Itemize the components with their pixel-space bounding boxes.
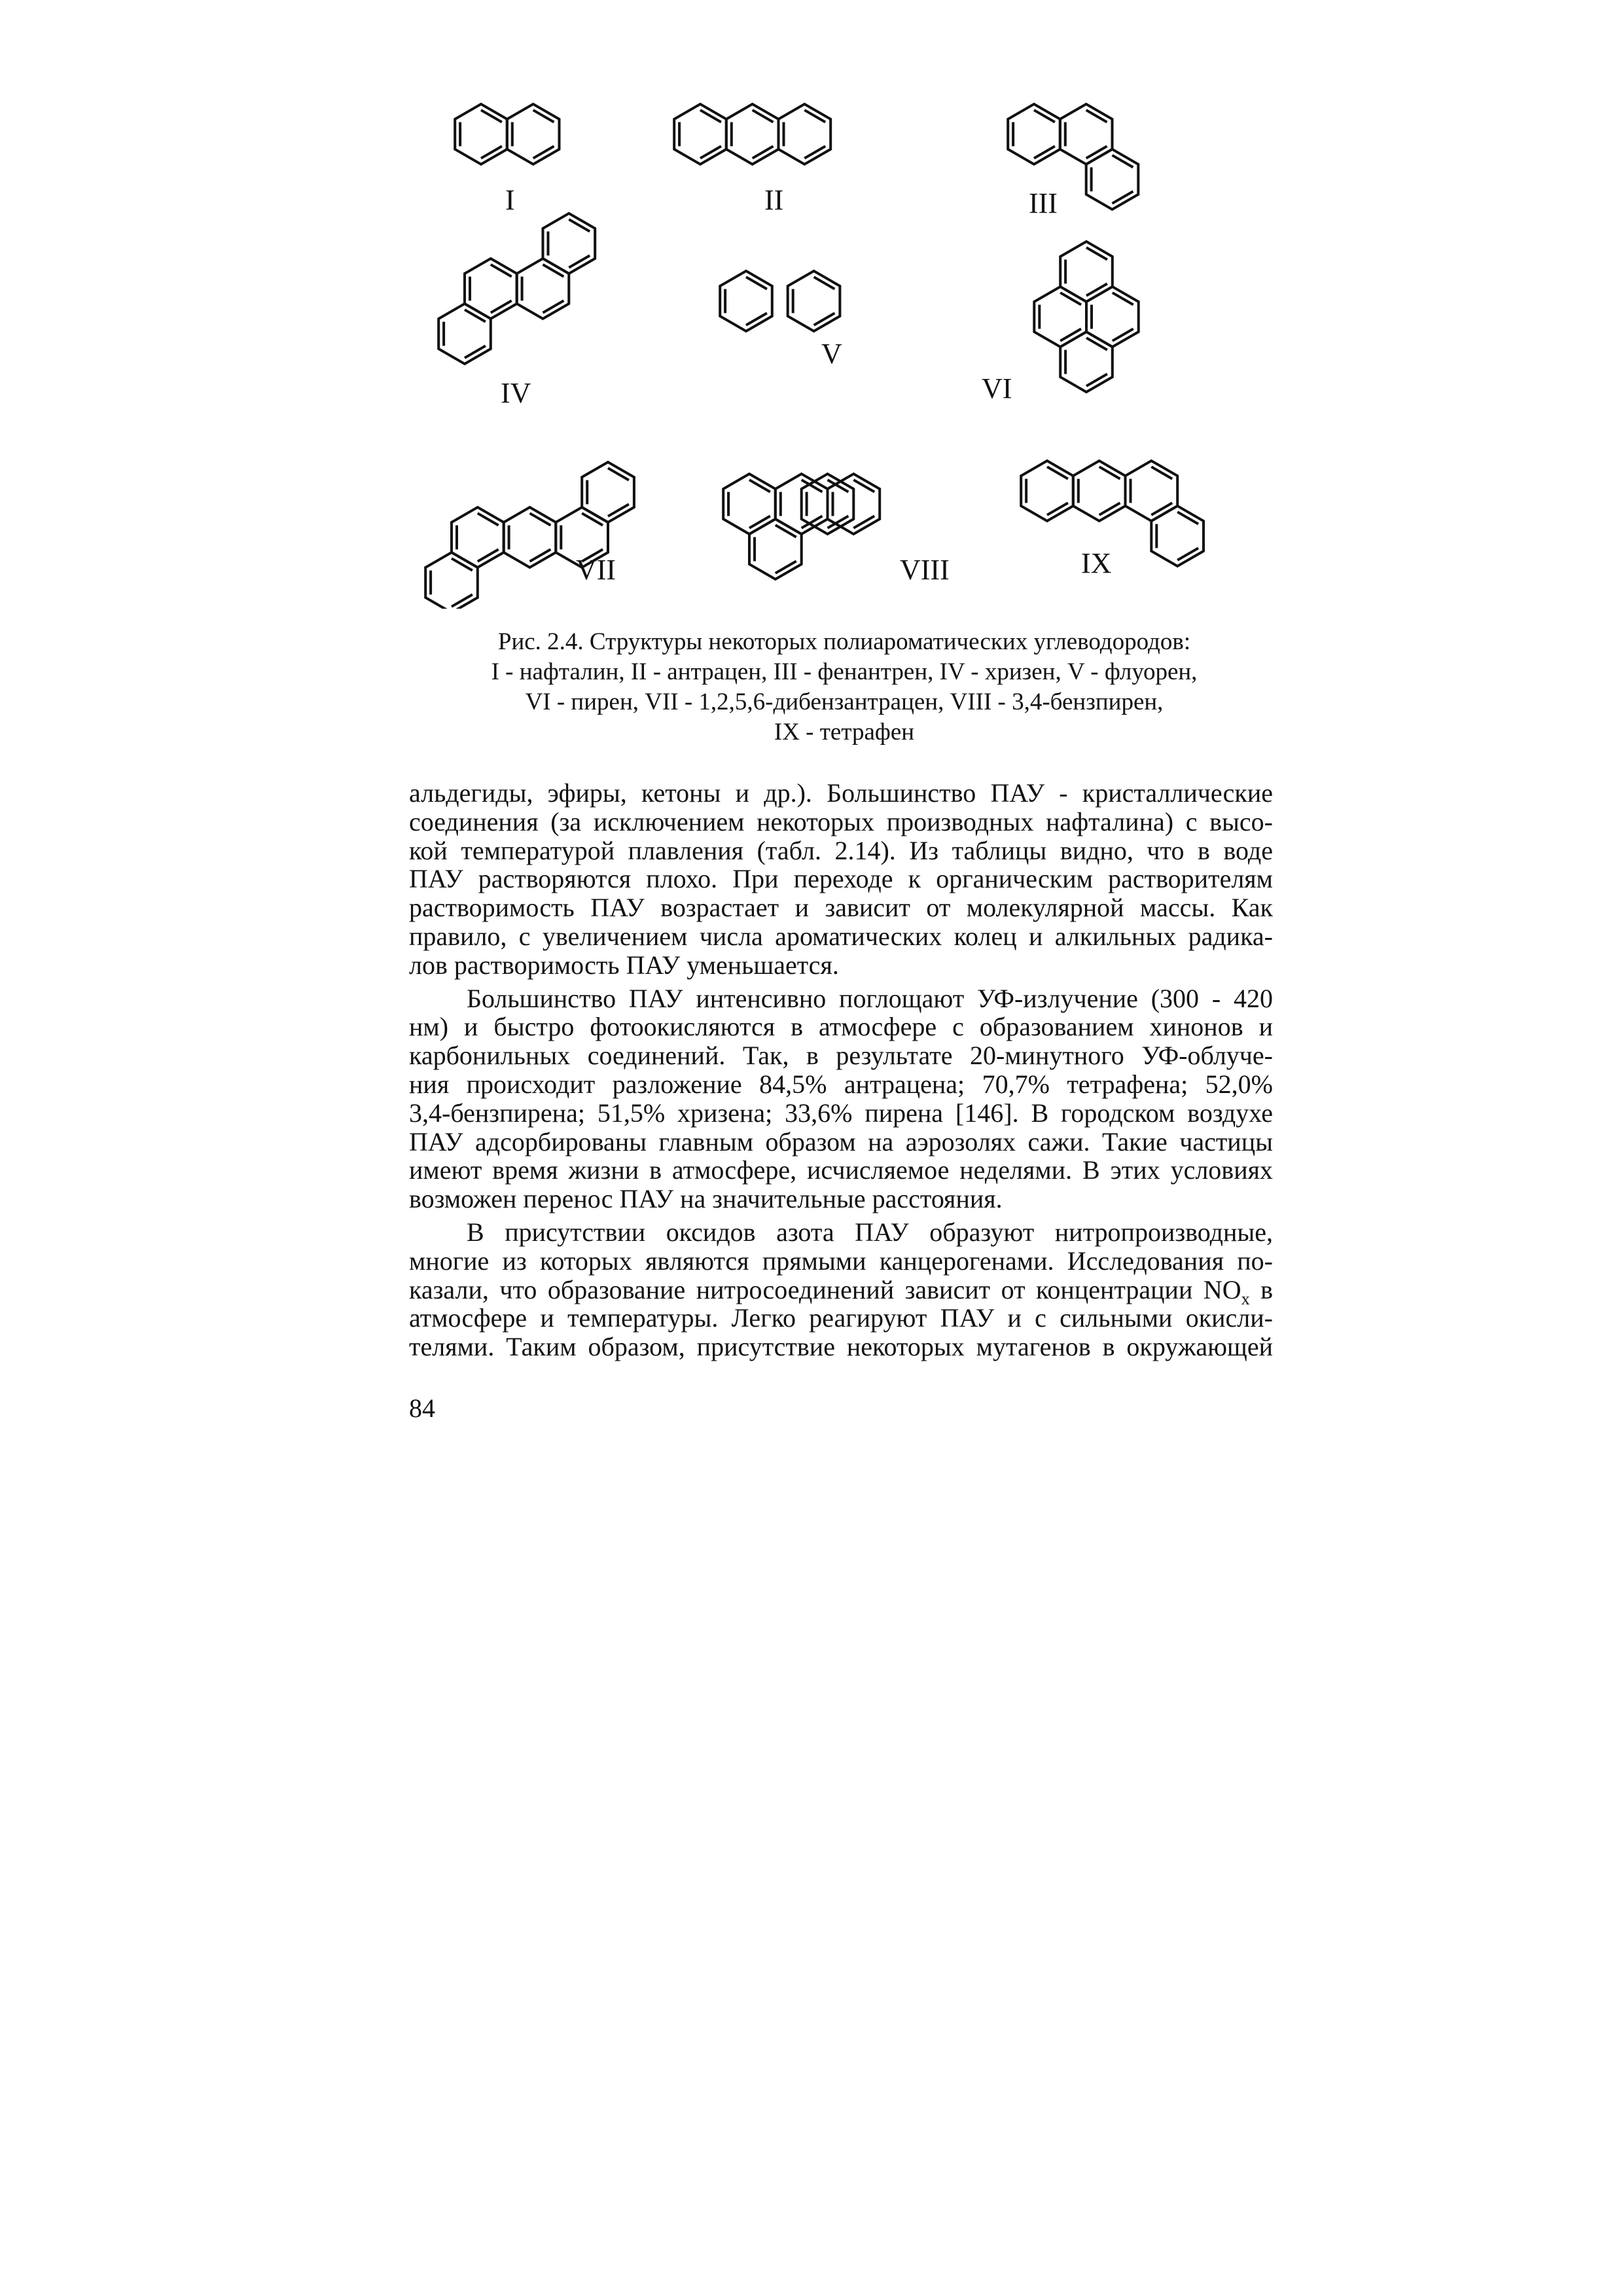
ring-V-a-bond: [746, 277, 767, 289]
ring-VI-d: [1060, 332, 1113, 392]
ring-VII-b: [452, 507, 504, 567]
caption-line: Рис. 2.4. Структуры некоторых полиароматических углеводородов:: [497, 628, 1191, 655]
text-line: ния происходит разложение 84,5% антрацена; 70,7% тетрафена; 52,0%: [409, 1069, 1273, 1099]
text-line: имеют время жизни в атмосфере, исчисляемое неделями. В этих условиях: [409, 1155, 1273, 1185]
text-line: ПАУ адсорбированы главным образом на аэрозолях сажи. Такие частицы: [409, 1126, 1273, 1157]
ring-VII-c-bond: [530, 549, 551, 561]
ring-IV-d-bond: [569, 255, 590, 267]
text-line-nox: [409, 1274, 1273, 1308]
ring-III-a: [1008, 104, 1060, 164]
ring-VI-b-bond: [1060, 293, 1081, 304]
ring-VI-c-bond: [1113, 329, 1133, 340]
ring-III-c: [1086, 149, 1139, 209]
ring-IV-b-bond: [491, 300, 512, 312]
ring-IX-a: [1021, 461, 1073, 521]
ring-VII-c-bond: [530, 513, 551, 525]
text-line: ПАУ растворяются плохо. При переходе к органическим растворителям: [409, 864, 1273, 894]
ring-VIII-a-bond: [749, 516, 770, 528]
ring-V-b: [788, 271, 840, 331]
ring-VI-c-bond: [1113, 293, 1133, 304]
ring-II-b: [726, 104, 779, 164]
ring-V-b-bond: [814, 277, 835, 289]
text-line: кой температурой плавления (табл. 2.14). Из таблицы видно, что в воде: [409, 835, 1273, 865]
ring-V-b-bond: [814, 313, 835, 325]
ring-III-a-bond: [1034, 146, 1055, 158]
ring-VIII-e-bond: [853, 516, 874, 528]
ring-I-a-bond: [481, 110, 502, 122]
page-number: 84: [409, 1393, 435, 1423]
ring-IX-d: [1151, 506, 1204, 566]
ring-V-a: [720, 271, 772, 331]
ring-II-a: [674, 104, 726, 164]
ring-IX-b-bond: [1099, 467, 1120, 478]
ring-I-b: [507, 104, 560, 164]
ring-III-c-bond: [1113, 155, 1133, 167]
label-VII: VII: [576, 554, 616, 586]
text-line: соединения (за исключением некоторых производных нафталина) с высо-: [409, 806, 1273, 836]
ring-VII-c: [504, 507, 556, 567]
caption-line: I - нафталин, II - антрацен, III - фенантрен, IV - хризен, V - флуорен,: [491, 658, 1198, 685]
ring-VI-d-bond: [1086, 338, 1107, 350]
ring-VII-b-bond: [478, 549, 499, 561]
text-line: растворимость ПАУ возрастает и зависит от молекулярной массы. Как: [409, 893, 1273, 923]
text-line: правило, с увеличением числа ароматических колец и алкильных радика-: [409, 921, 1273, 951]
ring-II-c-bond: [804, 146, 825, 158]
label-IX: IX: [1081, 547, 1112, 579]
ring-I-b-bond: [533, 146, 554, 158]
paragraph-3: [409, 1218, 1273, 1361]
ring-IV-c-bond: [543, 264, 564, 276]
text-line: многие из которых являются прямыми канцерогенами. Исследования по-: [409, 1246, 1273, 1276]
ring-VIII-b-bond: [776, 525, 796, 537]
ring-III-b-bond: [1086, 110, 1107, 122]
ring-IV-d: [543, 213, 596, 274]
label-III: III: [1029, 187, 1058, 219]
structures-drawing: [393, 85, 1296, 609]
ring-VII-a-bond: [452, 558, 473, 570]
ring-II-a-bond: [700, 146, 721, 158]
ring-VII-a: [425, 552, 478, 609]
label-IV: IV: [501, 377, 531, 409]
structures-figure: [393, 85, 1296, 609]
label-V: V: [821, 338, 842, 370]
ring-V-a-bond: [746, 313, 767, 325]
ring-IV-a-bond: [465, 310, 486, 321]
text-line: карбонильных соединений. Так, в результате 20-минутного УФ-облуче-: [409, 1041, 1273, 1071]
ring-IV-d-bond: [569, 219, 590, 231]
ring-II-b-bond: [753, 110, 774, 122]
ring-VI-b-bond: [1060, 329, 1081, 340]
ring-IX-a-bond: [1047, 467, 1068, 478]
ring-II-c: [779, 104, 831, 164]
paragraph-1: [409, 779, 1273, 980]
caption-line: VI - пирен, VII - 1,2,5,6-дибензантрацен, VIII - 3,4-бензпирен,: [525, 689, 1164, 715]
ring-VII-d-bond: [582, 513, 603, 525]
text-line: В присутствии оксидов азота ПАУ образуют нитропроизводные,: [467, 1217, 1273, 1247]
ring-IX-d-bond: [1177, 548, 1198, 560]
ring-IV-c-bond: [543, 300, 564, 312]
ring-IX-b-bond: [1099, 503, 1120, 514]
nox-after: в: [1249, 1274, 1273, 1304]
text-line: нм) и быстро фотоокисляются в атмосфере с образованием хинонов и: [409, 1012, 1273, 1042]
ring-III-b-bond: [1086, 146, 1107, 158]
ring-IV-b-bond: [491, 264, 512, 276]
ring-VIII-a-bond: [749, 480, 770, 492]
ring-VII-a-bond: [452, 594, 473, 606]
ring-VII-e-bond: [608, 504, 629, 516]
figure-caption: [419, 627, 1270, 747]
ring-III-c-bond: [1113, 191, 1133, 203]
ring-IX-c-bond: [1151, 467, 1172, 478]
ring-IX-b: [1073, 461, 1126, 521]
label-VI: VI: [982, 372, 1012, 404]
ring-VIII-b: [749, 519, 802, 579]
text-line: атмосфере и температуры. Легко реагируют ПАУ и с сильными окисли-: [409, 1303, 1273, 1333]
label-II: II: [764, 184, 784, 216]
text-line: 3,4-бензпирена; 51,5% хризена; 33,6% пирена [146]. В городском воздухе: [409, 1098, 1273, 1128]
ring-III-a-bond: [1034, 110, 1055, 122]
ring-VI-d-bond: [1086, 374, 1107, 386]
ring-IX-d-bond: [1177, 512, 1198, 524]
ring-VII-e-bond: [608, 468, 629, 480]
ring-I-b-bond: [533, 110, 554, 122]
ring-IV-a-bond: [465, 346, 486, 357]
ring-VII-e: [582, 462, 634, 522]
ring-I-a-bond: [481, 146, 502, 158]
nox-subscript: x: [1241, 1289, 1250, 1308]
text-line: Большинство ПАУ интенсивно поглощают УФ-излучение (300 - 420: [467, 983, 1273, 1013]
text-line: возможен перенос ПАУ на значительные расстояния.: [409, 1184, 1003, 1214]
ring-I-a: [455, 104, 507, 164]
ring-II-a-bond: [700, 110, 721, 122]
label-VIII: VIII: [900, 554, 950, 586]
text-line: лов растворимость ПАУ уменьшается.: [409, 950, 839, 980]
ring-II-b-bond: [753, 146, 774, 158]
label-I: I: [505, 184, 515, 216]
ring-VI-a-bond: [1086, 247, 1107, 259]
text-line: телями. Таким образом, присутствие некоторых мутагенов в окружающей: [409, 1332, 1273, 1362]
ring-VI-a-bond: [1086, 283, 1107, 295]
text-line: альдегиды, эфиры, кетоны и др.). Большинство ПАУ - кристаллические: [409, 778, 1273, 808]
ring-IX-c: [1126, 461, 1178, 521]
ring-VIII-b-bond: [776, 561, 796, 573]
caption-line: IX - тетрафен: [774, 719, 915, 745]
nox-before: казали, что образование нитросоединений зависит от концентрации NO: [409, 1274, 1241, 1304]
ring-IX-c-bond: [1151, 503, 1172, 514]
ring-II-c-bond: [804, 110, 825, 122]
ring-VIII-e-bond: [853, 480, 874, 492]
ring-IV-b: [465, 259, 517, 319]
body-text: [409, 779, 1273, 1361]
paragraph-2: [409, 984, 1273, 1213]
ring-VII-b-bond: [478, 513, 499, 525]
ring-IX-a-bond: [1047, 503, 1068, 514]
